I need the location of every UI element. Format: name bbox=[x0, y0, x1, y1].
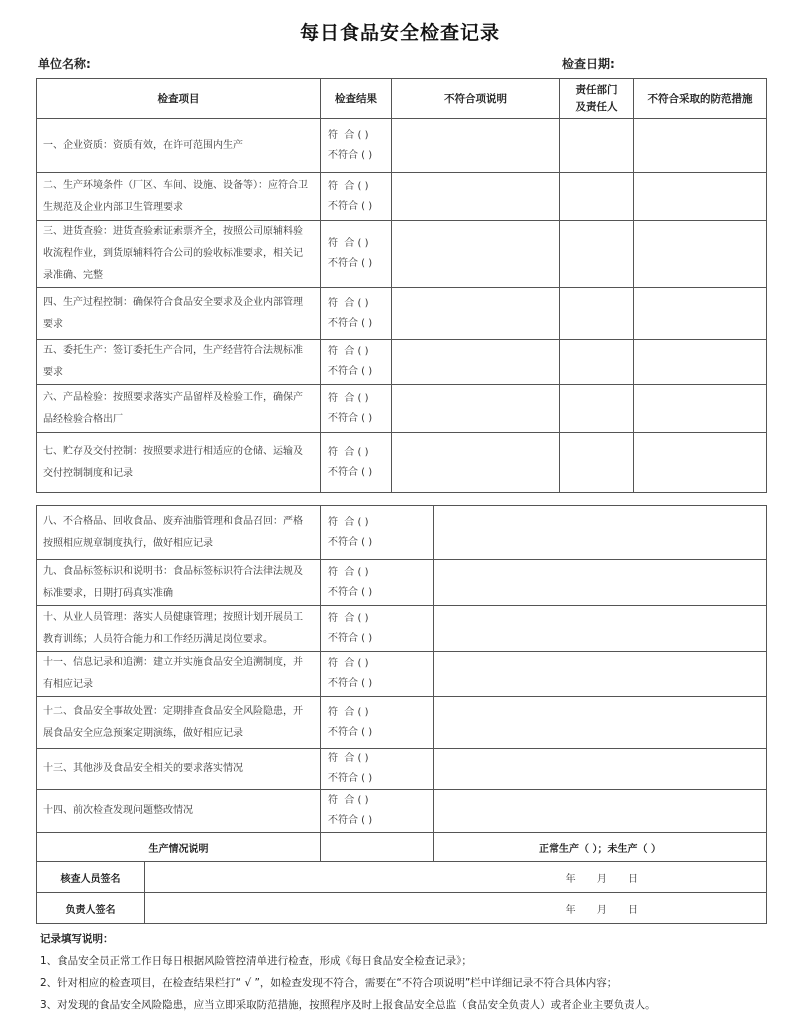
header-nonconform: 不符合项说明 bbox=[392, 79, 560, 119]
nonconform-and-measures-cell[interactable] bbox=[434, 606, 767, 652]
inspection-table-part2 bbox=[36, 505, 767, 924]
header-result: 检查结果 bbox=[321, 79, 392, 119]
result-options[interactable] bbox=[321, 652, 434, 697]
result-pass-option[interactable]: 符 合 ( ) bbox=[328, 346, 369, 357]
responsible-cell[interactable] bbox=[560, 221, 634, 288]
header-responsible bbox=[560, 79, 634, 119]
result-pass-option[interactable]: 符 合 ( ) bbox=[328, 446, 369, 458]
nonconform-cell[interactable] bbox=[392, 385, 560, 433]
measures-cell[interactable] bbox=[634, 119, 767, 173]
nonconform-cell[interactable] bbox=[392, 221, 560, 288]
nonconform-and-measures-cell[interactable] bbox=[434, 790, 767, 833]
result-pass-option[interactable]: 符 合 ( ) bbox=[328, 516, 369, 528]
result-fail-option[interactable]: 不符合 ( ) bbox=[328, 200, 373, 212]
inspection-row bbox=[37, 433, 767, 493]
header-responsible-line1: 责任部门 bbox=[575, 83, 618, 96]
header-item: 检查项目 bbox=[37, 79, 321, 119]
production-status-label: 生产情况说明 bbox=[37, 833, 321, 862]
result-options[interactable] bbox=[321, 119, 392, 173]
result-fail-option[interactable]: 不符合 ( ) bbox=[328, 258, 373, 269]
inspection-item-text: 十、从业人员管理：落实人员健康管理；按照计划开展员工教育训练；人员符合能力和工作经历满足岗位要求。 bbox=[37, 606, 321, 652]
nonconform-cell[interactable] bbox=[392, 173, 560, 221]
result-pass-option[interactable]: 符 合 ( ) bbox=[328, 129, 369, 141]
result-pass-option[interactable]: 符 合 ( ) bbox=[328, 753, 369, 764]
result-fail-option[interactable]: 不符合 ( ) bbox=[328, 536, 373, 548]
responsible-cell[interactable] bbox=[560, 385, 634, 433]
inspection-row bbox=[37, 385, 767, 433]
result-pass-option[interactable]: 符 合 ( ) bbox=[328, 658, 369, 669]
nonconform-cell[interactable] bbox=[392, 288, 560, 340]
result-options[interactable] bbox=[321, 506, 434, 560]
inspection-item-text: 八、不合格品、回收食品、废弃油脂管理和食品召回：严格按照相应规章制度执行，做好相应记录 bbox=[37, 506, 321, 560]
production-status-options[interactable]: 正常生产（ ）；未生产（ ） bbox=[434, 833, 767, 862]
measures-cell[interactable] bbox=[634, 385, 767, 433]
unit-name-label: 单位名称: bbox=[38, 57, 91, 71]
measures-cell[interactable] bbox=[634, 433, 767, 493]
result-options[interactable] bbox=[321, 340, 392, 385]
production-status-blank[interactable] bbox=[321, 833, 434, 862]
inspection-row bbox=[37, 652, 767, 697]
inspection-item-text: 十三、其他涉及食品安全相关的要求落实情况 bbox=[37, 749, 321, 790]
result-fail-option[interactable]: 不符合 ( ) bbox=[328, 815, 373, 826]
result-options[interactable] bbox=[321, 221, 392, 288]
filling-notes bbox=[40, 928, 656, 1016]
inspection-row bbox=[37, 221, 767, 288]
nonconform-cell[interactable] bbox=[392, 433, 560, 493]
note-item: 2、针对相应的检查项目，在检查结果栏打“ √ ”，如检查发现不符合，需要在“不符合项说明”栏中详细记录不符合具体内容； bbox=[40, 977, 618, 989]
inspection-item-text: 五、委托生产：签订委托生产合同，生产经营符合法规标准要求 bbox=[37, 340, 321, 385]
nonconform-and-measures-cell[interactable] bbox=[434, 506, 767, 560]
inspection-row bbox=[37, 749, 767, 790]
result-fail-option[interactable]: 不符合 ( ) bbox=[328, 412, 373, 424]
result-fail-option[interactable]: 不符合 ( ) bbox=[328, 586, 373, 598]
responsible-signature-label: 负责人签名 bbox=[37, 893, 145, 924]
inspection-row bbox=[37, 606, 767, 652]
inspection-item-text: 三、进货查验：进货查验索证索票齐全，按照公司原辅料验收流程作业，到货原辅料符合公司的验收标准要求，相关记录准确、完整 bbox=[37, 221, 321, 288]
header-responsible-line2: 及责任人 bbox=[575, 100, 618, 113]
result-pass-option[interactable]: 符 合 ( ) bbox=[328, 238, 369, 249]
measures-cell[interactable] bbox=[634, 288, 767, 340]
inspection-item-text: 二、生产环境条件（厂区、车间、设施、设备等）：应符合卫生规范及企业内部卫生管理要求 bbox=[37, 173, 321, 221]
result-pass-option[interactable]: 符 合 ( ) bbox=[328, 566, 369, 578]
result-options[interactable] bbox=[321, 173, 392, 221]
inspection-item-text: 七、贮存及交付控制：按照要求进行相适应的仓储、运输及交付控制制度和记录 bbox=[37, 433, 321, 493]
nonconform-cell[interactable] bbox=[392, 340, 560, 385]
nonconform-and-measures-cell[interactable] bbox=[434, 652, 767, 697]
result-pass-option[interactable]: 符 合 ( ) bbox=[328, 706, 369, 718]
inspection-item-text: 四、生产过程控制：确保符合食品安全要求及企业内部管理要求 bbox=[37, 288, 321, 340]
nonconform-and-measures-cell[interactable] bbox=[434, 749, 767, 790]
inspection-item-text: 十一、信息记录和追溯：建立并实施食品安全追溯制度，并有相应记录 bbox=[37, 652, 321, 697]
responsible-cell[interactable] bbox=[560, 340, 634, 385]
inspection-row bbox=[37, 560, 767, 606]
checker-signature-date[interactable]: 年 月 日 bbox=[145, 862, 767, 893]
inspection-item-text: 十二、食品安全事故处置：定期排查食品安全风险隐患，开展食品安全应急预案定期演练，做好相应记录 bbox=[37, 697, 321, 749]
result-options[interactable] bbox=[321, 385, 392, 433]
responsible-cell[interactable] bbox=[560, 173, 634, 221]
inspection-item-text: 一、企业资质：资质有效，在许可范围内生产 bbox=[37, 119, 321, 173]
result-pass-option[interactable]: 符 合 ( ) bbox=[328, 392, 369, 404]
result-fail-option[interactable]: 不符合 ( ) bbox=[328, 366, 373, 377]
result-fail-option[interactable]: 不符合 ( ) bbox=[328, 632, 373, 644]
result-options[interactable] bbox=[321, 697, 434, 749]
nonconform-cell[interactable] bbox=[392, 119, 560, 173]
checker-signature-label: 核查人员签名 bbox=[37, 862, 145, 893]
inspection-row bbox=[37, 173, 767, 221]
result-options[interactable] bbox=[321, 433, 392, 493]
measures-cell[interactable] bbox=[634, 173, 767, 221]
responsible-signature-date[interactable]: 年 月 日 bbox=[145, 893, 767, 924]
inspection-row bbox=[37, 119, 767, 173]
inspection-row bbox=[37, 697, 767, 749]
note-item: 3、对发现的食品安全风险隐患，应当立即采取防范措施，按照程序及时上报食品安全总监（食品安全负责人）或者企业主要负责人。 bbox=[40, 999, 656, 1011]
result-options[interactable] bbox=[321, 606, 434, 652]
nonconform-and-measures-cell[interactable] bbox=[434, 560, 767, 606]
result-options[interactable] bbox=[321, 749, 434, 790]
notes-title: 记录填写说明： bbox=[40, 933, 114, 945]
result-pass-option[interactable]: 符 合 ( ) bbox=[328, 795, 369, 806]
result-fail-option[interactable]: 不符合 ( ) bbox=[328, 773, 373, 784]
inspection-table-part1 bbox=[36, 78, 767, 493]
inspection-row bbox=[37, 506, 767, 560]
page-title: 每日食品安全检查记录 bbox=[299, 22, 500, 44]
inspection-row bbox=[37, 288, 767, 340]
inspection-item-text: 六、产品检验：按照要求落实产品留样及检验工作，确保产品经检验合格出厂 bbox=[37, 385, 321, 433]
inspection-row bbox=[37, 790, 767, 833]
inspection-date-label: 检查日期: bbox=[562, 57, 615, 71]
nonconform-and-measures-cell[interactable] bbox=[434, 697, 767, 749]
inspection-row bbox=[37, 340, 767, 385]
result-fail-option[interactable]: 不符合 ( ) bbox=[328, 726, 373, 738]
result-pass-option[interactable]: 符 合 ( ) bbox=[328, 297, 369, 309]
result-fail-option[interactable]: 不符合 ( ) bbox=[328, 317, 373, 329]
inspection-item-text: 十四、前次检查发现问题整改情况 bbox=[37, 790, 321, 833]
measures-cell[interactable] bbox=[634, 221, 767, 288]
result-options[interactable] bbox=[321, 288, 392, 340]
responsible-cell[interactable] bbox=[560, 119, 634, 173]
measures-cell[interactable] bbox=[634, 340, 767, 385]
result-fail-option[interactable]: 不符合 ( ) bbox=[328, 678, 373, 689]
result-options[interactable] bbox=[321, 560, 434, 606]
responsible-cell[interactable] bbox=[560, 433, 634, 493]
inspection-item-text: 九、食品标签标识和说明书：食品标签标识符合法律法规及标准要求，日期打码真实准确 bbox=[37, 560, 321, 606]
result-options[interactable] bbox=[321, 790, 434, 833]
header-measures: 不符合采取的防范措施 bbox=[634, 79, 767, 119]
result-pass-option[interactable]: 符 合 ( ) bbox=[328, 612, 369, 624]
responsible-cell[interactable] bbox=[560, 288, 634, 340]
result-pass-option[interactable]: 符 合 ( ) bbox=[328, 180, 369, 192]
note-item: 1、食品安全员正常工作日每日根据风险管控清单进行检查，形成《每日食品安全检查记录》； bbox=[40, 955, 472, 967]
result-fail-option[interactable]: 不符合 ( ) bbox=[328, 466, 373, 478]
result-fail-option[interactable]: 不符合 ( ) bbox=[328, 149, 373, 161]
